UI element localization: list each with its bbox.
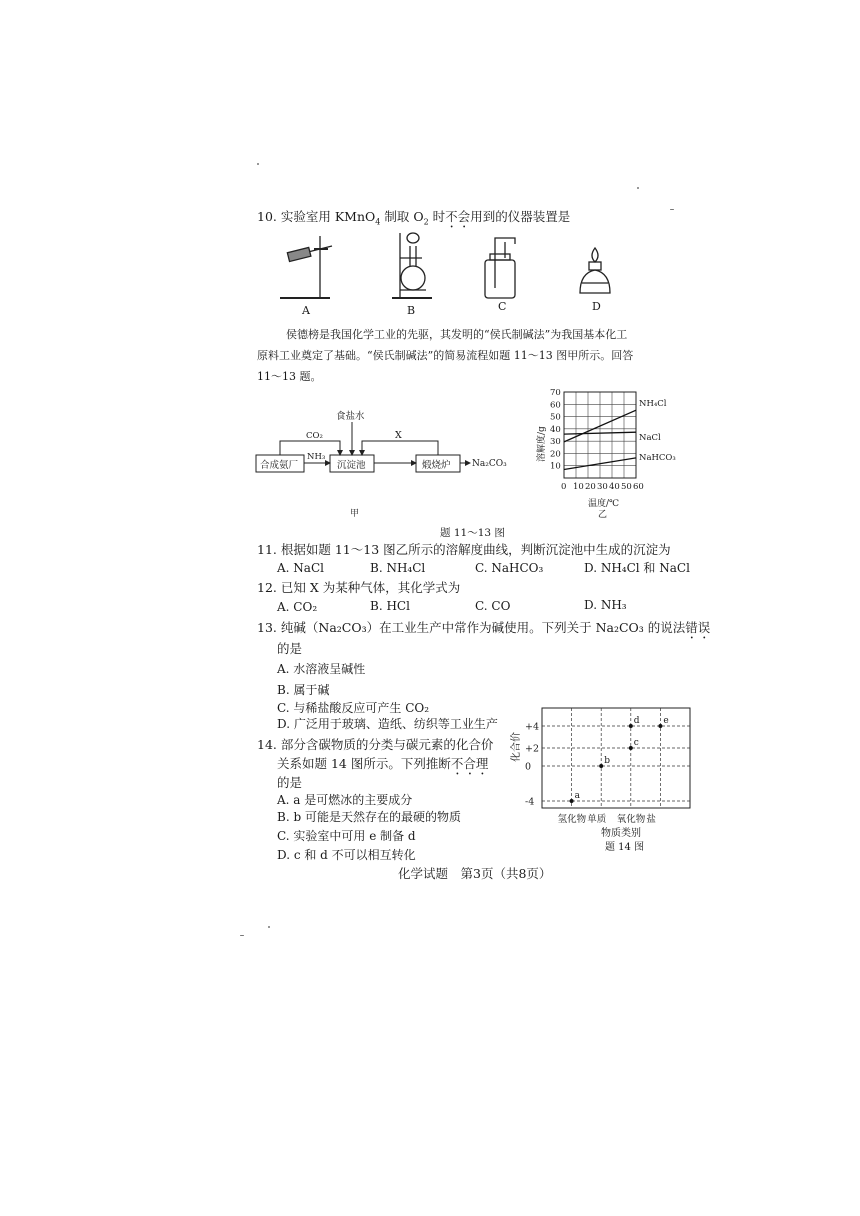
y-tick-label: 60 — [550, 400, 561, 411]
emphasis-text: 错误 — [685, 620, 711, 635]
flow-tank-label: 沉淀池 — [337, 460, 366, 471]
solubility-xlabel: 温度/℃ — [588, 499, 620, 509]
data-point-label: b — [604, 756, 610, 766]
question-12 — [257, 578, 460, 596]
solubility-chart — [528, 380, 698, 520]
scan-speck — [240, 935, 244, 936]
text-part: 制取 O — [380, 209, 424, 224]
question-text: 部分含碳物质的分类与碳元素的化合价 — [280, 737, 494, 752]
data-point-label: c — [633, 738, 639, 748]
y-tick-label: 10 — [550, 461, 561, 472]
intro-line-3: 11～13 题。 — [257, 370, 322, 383]
question-text — [280, 209, 571, 227]
text-part: 实验室用 KMnO — [280, 209, 376, 224]
y-tick-label: +4 — [525, 721, 540, 733]
question-14-line-3: 的是 — [277, 775, 303, 790]
question-13-line-2: 的是 — [277, 641, 303, 656]
data-point-label: a — [574, 791, 580, 801]
question-14 — [257, 735, 493, 753]
q13-option-c[interactable]: C. 与稀盐酸反应可产生 CO₂ — [277, 701, 430, 715]
process-flow-diagram — [250, 408, 520, 520]
valence-chart — [505, 700, 700, 855]
subscript: 4 — [375, 217, 381, 227]
flow-caption: 甲 — [350, 509, 360, 519]
solubility-caption: 乙 — [598, 510, 608, 520]
q13-option-a[interactable]: A. 水溶液呈碱性 — [277, 662, 366, 676]
question-number: 10. — [257, 209, 277, 224]
page-footer: 化学试题 第3页（共8页） — [398, 866, 552, 881]
scan-speck — [268, 926, 270, 928]
q12-option-a[interactable]: A. CO₂ — [277, 600, 318, 614]
text-part: 时 — [428, 209, 446, 224]
emphasis-text: 不会 — [445, 209, 471, 224]
q14-option-b[interactable]: B. b 可能是天然存在的最硬的物质 — [277, 810, 461, 824]
apparatus-label-c: C — [498, 300, 507, 313]
question-text: 根据如题 11～13 图乙所示的溶解度曲线，判断沉淀池中生成的沉淀为 — [280, 542, 671, 557]
q11-option-d[interactable]: D. NH₄Cl 和 NaCl — [584, 561, 690, 575]
y-tick-label: 20 — [550, 449, 561, 460]
apparatus-label-a: A — [302, 304, 310, 317]
x-tick-label: 60 — [633, 482, 644, 492]
flow-plant-label: 合成氨厂 — [260, 460, 299, 471]
q14-option-c[interactable]: C. 实验室中可用 e 制备 d — [277, 829, 416, 843]
question-13 — [257, 618, 710, 642]
apparatus-a-drawing — [280, 236, 332, 298]
question-14-line-2 — [277, 754, 488, 778]
flow-furnace-label: 煅烧炉 — [422, 460, 451, 471]
x-tick-label: 30 — [597, 482, 608, 492]
emphasis-text: 不合理 — [450, 756, 489, 771]
x-tick-label: 20 — [585, 482, 596, 492]
flow-brine-label: 食盐水 — [336, 411, 365, 422]
intro-line-2: 原料工业奠定了基础。“侯氏制碱法”的简易流程如题 11～13 图甲所示。回答 — [257, 349, 634, 362]
text-part: 用到的仪器装置是 — [470, 209, 571, 224]
solubility-chart-lines — [564, 399, 676, 469]
text-part: 关系如题 14 图所示。下列推断 — [277, 756, 451, 771]
y-tick-label: 0 — [525, 761, 532, 773]
x-tick-label: 40 — [609, 482, 620, 492]
valence-chart-points — [570, 716, 669, 803]
y-tick-label: 50 — [550, 412, 561, 423]
question-text: 纯碱（Na₂CO₃）在工业生产中常作为碱使用。下列关于 Na₂CO₃ 的说法 — [280, 620, 686, 635]
valence-xlabel: 物质类别 — [601, 828, 641, 839]
q13-option-d[interactable]: D. 广泛用于玻璃、造纸、纺织等工业生产 — [277, 717, 498, 731]
scan-speck — [670, 209, 674, 210]
scan-speck — [257, 163, 259, 165]
y-tick-label: -4 — [525, 796, 535, 808]
solubility-ylabel: 溶解度/g — [537, 426, 547, 462]
x-category-label: 氧化物 — [616, 814, 646, 825]
apparatus-figure — [270, 228, 630, 318]
valence-caption: 题 14 图 — [605, 842, 645, 853]
q12-option-b[interactable]: B. HCl — [370, 599, 410, 613]
flow-co2-label: CO₂ — [306, 431, 323, 441]
data-point-label: e — [663, 716, 669, 726]
data-point — [658, 724, 662, 728]
y-tick-label: 70 — [550, 388, 561, 398]
q11-option-c[interactable]: C. NaHCO₃ — [475, 561, 544, 575]
apparatus-d-drawing — [580, 248, 610, 293]
x-tick-label: 50 — [621, 482, 632, 492]
question-text: 已知 X 为某种气体，其化学式为 — [280, 580, 461, 595]
intro-line-1: 侯德榜是我国化学工业的先驱，其发明的“侯氏制碱法”为我国基本化工 — [286, 328, 628, 341]
subscript: 2 — [423, 217, 429, 227]
question-number: 11. — [257, 542, 277, 557]
x-tick-label: 10 — [573, 482, 584, 492]
flow-x-label: X — [395, 430, 402, 441]
figure-caption-11-13: 题 11～13 图 — [440, 527, 505, 539]
y-tick-label: 30 — [550, 437, 561, 448]
apparatus-label-b: B — [407, 304, 416, 317]
q13-option-b[interactable]: B. 属于碱 — [277, 683, 330, 697]
question-11 — [257, 540, 671, 558]
q12-option-d[interactable]: D. NH₃ — [584, 598, 627, 612]
series-label: NH₄Cl — [639, 399, 667, 410]
question-number: 12. — [257, 580, 277, 595]
data-point — [629, 746, 633, 750]
q14-option-a[interactable]: A. a 是可燃冰的主要成分 — [277, 793, 413, 807]
data-point-label: d — [633, 716, 640, 726]
x-category-label: 单质 — [587, 814, 607, 825]
x-category-label: 氢化物 — [557, 814, 587, 825]
series-label: NaHCO₃ — [639, 452, 676, 463]
scan-speck — [637, 187, 639, 189]
q14-option-d[interactable]: D. c 和 d 不可以相互转化 — [277, 848, 416, 862]
flow-product-label: Na₂CO₃ — [472, 459, 507, 469]
valence-ylabel: 化合价 — [511, 732, 522, 762]
question-number: 13. — [257, 620, 277, 635]
q11-option-b[interactable]: B. NH₄Cl — [370, 561, 426, 575]
q11-option-a[interactable]: A. NaCl — [277, 561, 324, 575]
solubility-chart-grid — [564, 392, 636, 478]
apparatus-label-d: D — [592, 300, 601, 313]
flow-nh3-label: NH₃ — [307, 452, 326, 462]
x-category-label: 盐 — [646, 814, 656, 825]
apparatus-c-drawing — [485, 238, 515, 298]
y-tick-label: +2 — [525, 743, 540, 755]
x-tick-label: 0 — [561, 482, 567, 492]
series-label: NaCl — [639, 433, 661, 444]
data-point — [570, 799, 574, 803]
y-tick-label: 40 — [550, 424, 561, 435]
q12-option-c[interactable]: C. CO — [475, 599, 511, 613]
data-point — [599, 764, 603, 768]
question-number: 14. — [257, 737, 277, 752]
data-point — [629, 724, 633, 728]
apparatus-b-drawing — [392, 233, 432, 298]
